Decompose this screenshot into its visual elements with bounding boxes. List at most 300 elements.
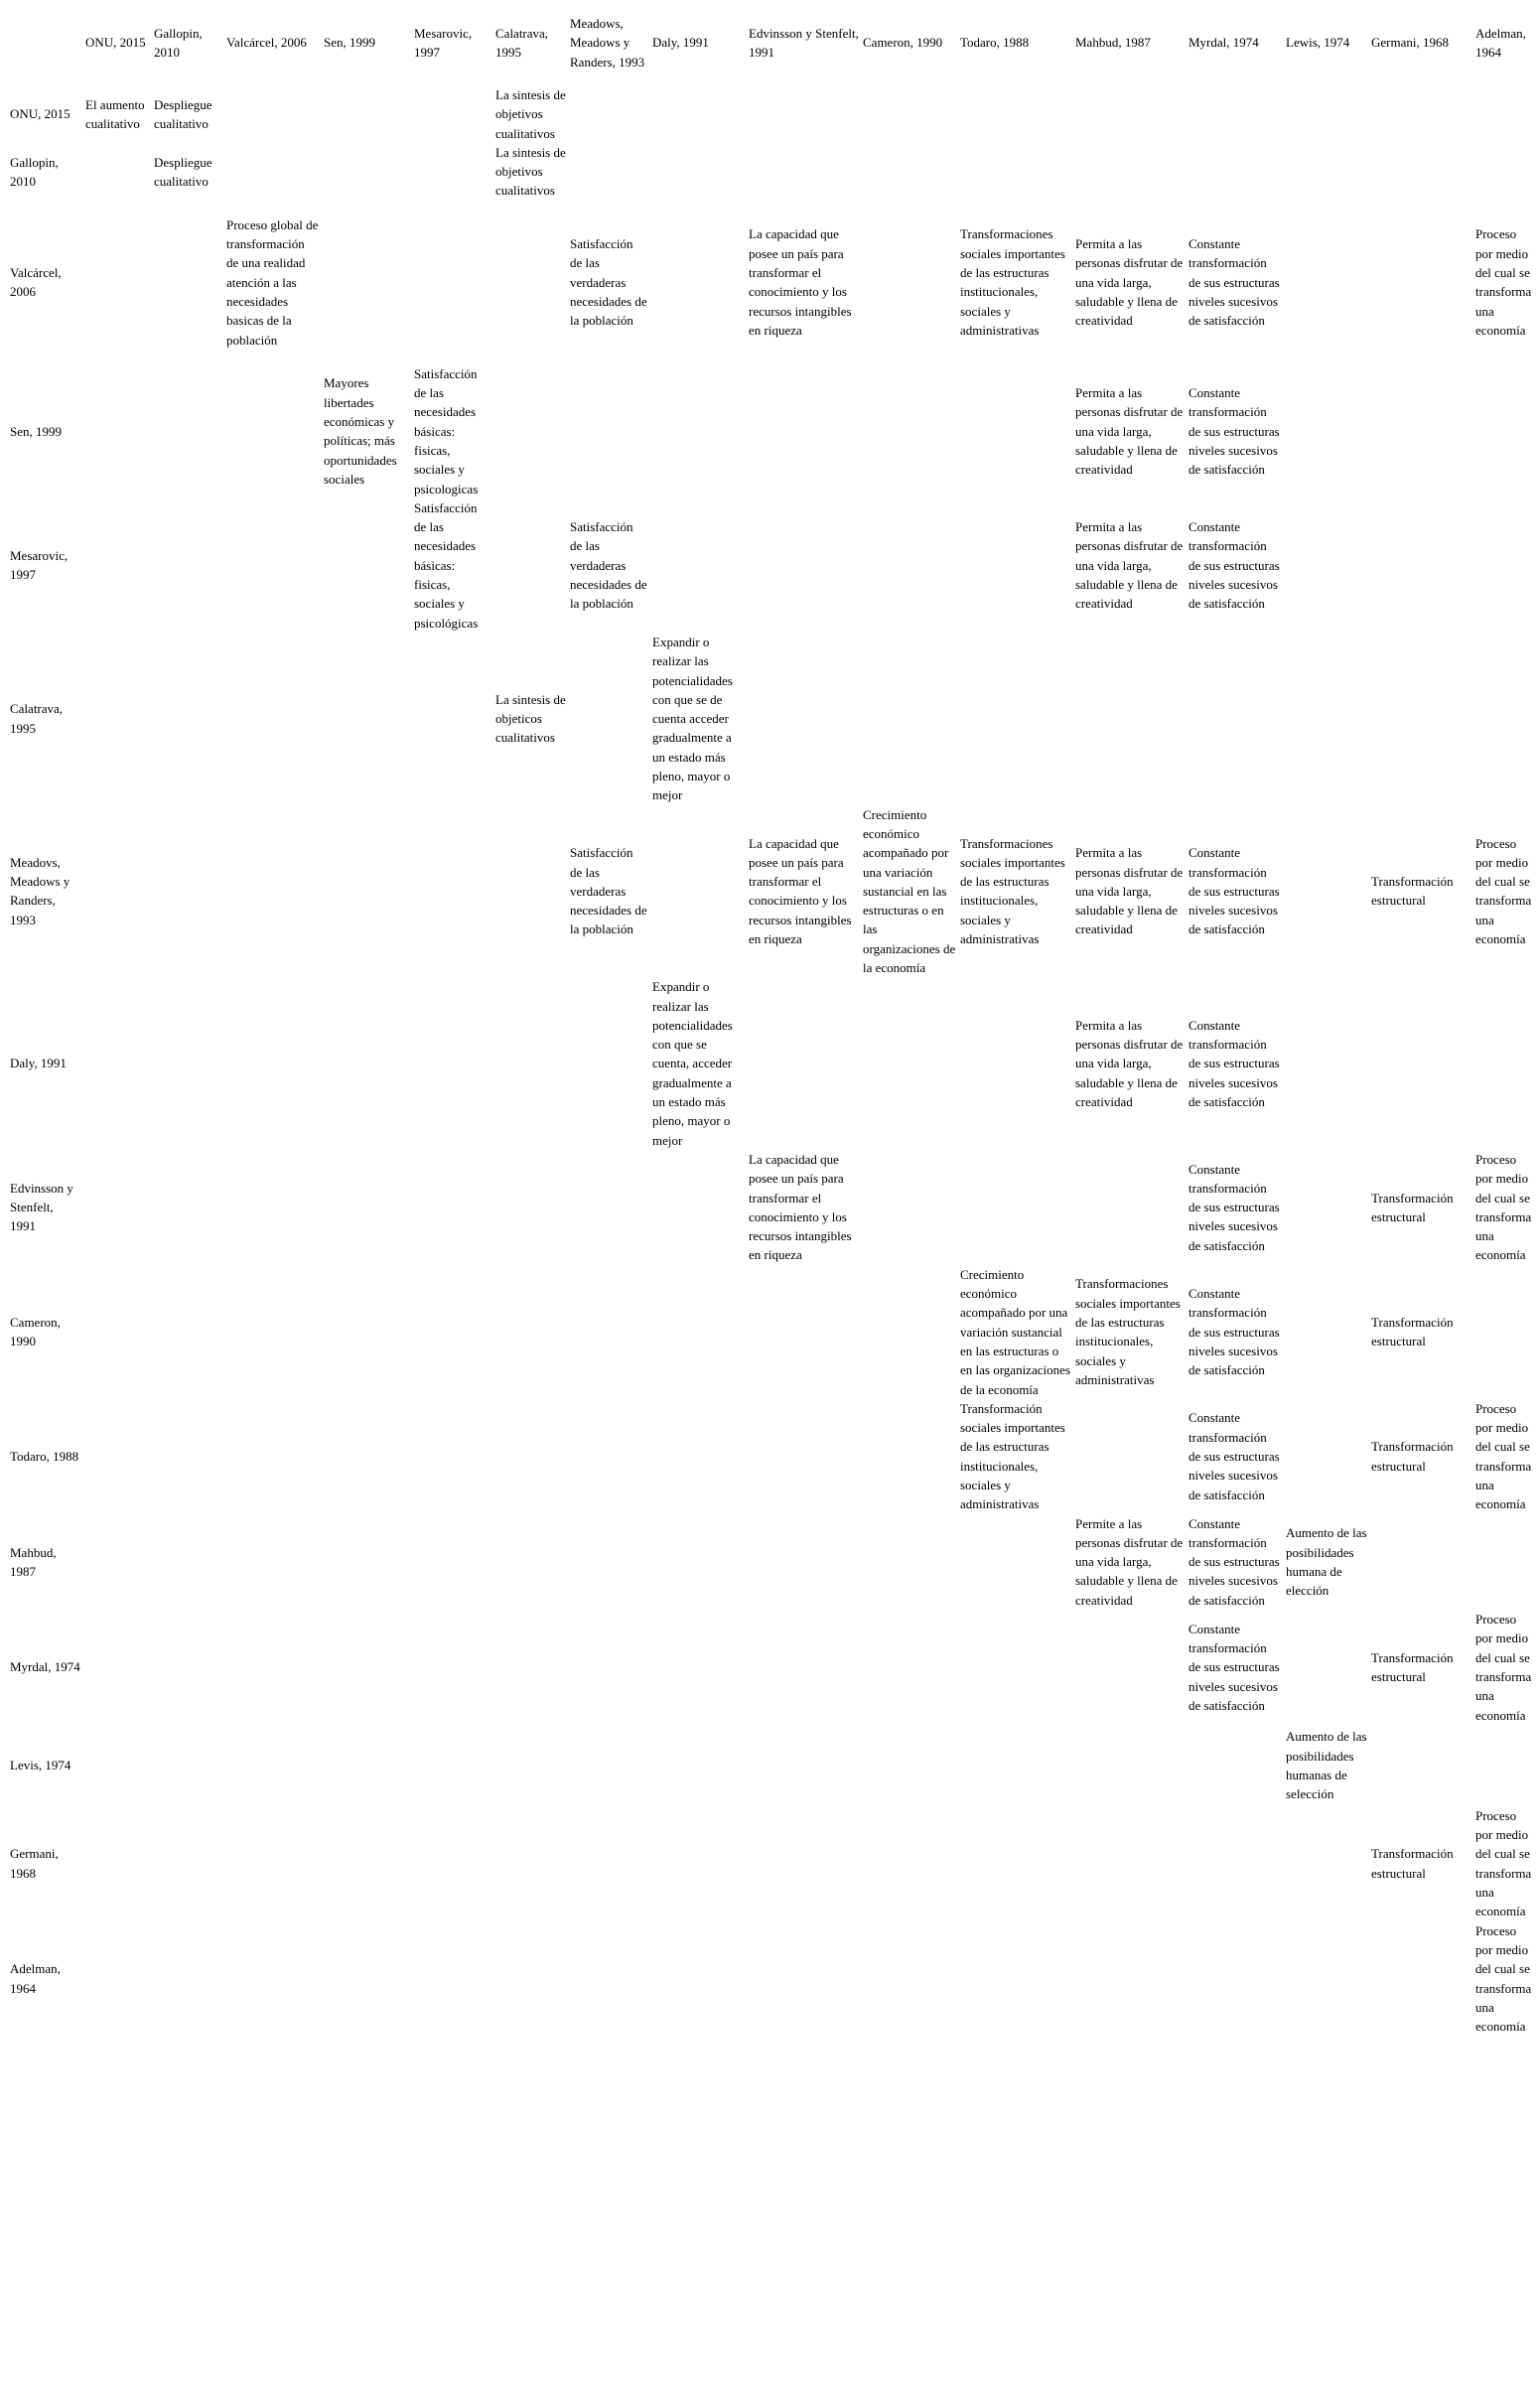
matrix-cell xyxy=(224,1514,322,1610)
matrix-cell xyxy=(152,805,224,978)
matrix-cell xyxy=(83,1150,152,1265)
matrix-cell xyxy=(152,1265,224,1399)
matrix-cell xyxy=(958,1725,1073,1806)
matrix-cell xyxy=(1369,498,1473,633)
matrix-cell xyxy=(1473,364,1537,498)
matrix-cell: Satisfacción de las verdaderas necesidades de la población xyxy=(570,236,647,329)
matrix-cell xyxy=(83,498,152,633)
matrix-cell xyxy=(224,1265,322,1399)
matrix-cell xyxy=(861,1150,958,1265)
matrix-cell xyxy=(747,1921,861,2037)
matrix-cell xyxy=(224,364,322,498)
matrix-cell xyxy=(958,498,1073,633)
matrix-cell xyxy=(83,1610,152,1725)
table-row xyxy=(8,1150,1537,1265)
matrix-cell xyxy=(1073,143,1187,201)
matrix-cell xyxy=(747,1514,861,1610)
header-row xyxy=(8,0,1537,85)
matrix-cell xyxy=(152,633,224,805)
matrix-cell xyxy=(958,977,1073,1150)
matrix-cell xyxy=(1073,85,1187,143)
matrix-cell xyxy=(1073,1921,1187,2037)
matrix-cell xyxy=(322,1806,412,1921)
matrix-cell xyxy=(83,1265,152,1399)
matrix-cell xyxy=(1073,1399,1187,1514)
matrix-cell xyxy=(224,633,322,805)
matrix-cell xyxy=(83,1399,152,1514)
matrix-cell xyxy=(747,143,861,201)
matrix-cell xyxy=(322,1514,412,1610)
matrix-cell xyxy=(568,1610,650,1725)
table-row xyxy=(8,977,1537,1150)
matrix-cell xyxy=(152,977,224,1150)
matrix-cell xyxy=(650,1150,747,1265)
matrix-cell xyxy=(224,1921,322,2037)
matrix-cell xyxy=(152,1514,224,1610)
column-header: Sen, 1999 xyxy=(324,35,375,51)
row-header: Edvinsson y Stenfelt, 1991 xyxy=(10,1180,73,1234)
row-header: ONU, 2015 xyxy=(10,106,70,122)
table-row xyxy=(8,201,1537,364)
matrix-cell xyxy=(493,1806,568,1921)
column-header: Edvinsson y Stenfelt, 1991 xyxy=(749,25,859,60)
matrix-cell: Permita a las personas disfrutar de una vida larga, saludable y llena de creatividad xyxy=(1075,236,1184,329)
matrix-cell xyxy=(958,1806,1073,1921)
matrix-cell: La capacidad que posee un país para transformar el conocimiento y los recursos intangibles en riqueza xyxy=(749,1151,852,1263)
row-header: Myrdal, 1974 xyxy=(10,1659,80,1675)
matrix-cell xyxy=(412,1921,493,2037)
matrix-cell xyxy=(152,1610,224,1725)
matrix-cell: El aumento cualitativo xyxy=(85,96,145,131)
matrix-cell: Crecimiento económico acompañado por una variación sustancial en las estructuras o en las organizaciones de la economía xyxy=(960,1266,1070,1397)
matrix-cell xyxy=(650,364,747,498)
matrix-cell xyxy=(861,85,958,143)
matrix-cell xyxy=(747,633,861,805)
matrix-cell xyxy=(861,1399,958,1514)
matrix-cell xyxy=(568,85,650,143)
matrix-cell xyxy=(322,1399,412,1514)
matrix-cell xyxy=(1073,633,1187,805)
matrix-cell xyxy=(412,1725,493,1806)
matrix-cell xyxy=(958,1514,1073,1610)
matrix-cell xyxy=(1187,143,1284,201)
matrix-cell xyxy=(1473,1265,1537,1399)
matrix-cell xyxy=(412,143,493,201)
matrix-cell: Transformación sociales importantes de las estructuras institucionales, sociales y administrativas xyxy=(960,1400,1065,1512)
matrix-cell xyxy=(152,201,224,364)
matrix-cell: Despliegue cualitativo xyxy=(154,96,212,131)
matrix-cell xyxy=(152,1806,224,1921)
matrix-cell xyxy=(1073,1725,1187,1806)
matrix-cell xyxy=(152,1150,224,1265)
matrix-cell xyxy=(493,364,568,498)
matrix-cell xyxy=(322,1150,412,1265)
matrix-cell: Transformación estructural xyxy=(1371,874,1454,909)
matrix-cell xyxy=(650,1610,747,1725)
matrix-cell xyxy=(83,1514,152,1610)
matrix-cell: La capacidad que posee un país para transformar el conocimiento y los recursos intangibles en riqueza xyxy=(749,226,852,338)
matrix-cell: La sintesis de objetivos cualitativos xyxy=(495,144,566,199)
matrix-cell: Transformación estructural xyxy=(1371,1649,1454,1684)
matrix-cell xyxy=(861,977,958,1150)
matrix-cell: Constante transformación de sus estructuras niveles sucesivos de satisfacción xyxy=(1188,845,1280,937)
matrix-cell xyxy=(1187,85,1284,143)
matrix-cell: Expandir o realizar las potencialidades con que se de cuenta acceder gradualmente a un estado más pleno, mayor o mejor xyxy=(652,634,733,803)
matrix-cell xyxy=(412,1514,493,1610)
matrix-cell xyxy=(958,143,1073,201)
matrix-cell: Satisfacción de las necesidades básicas: fisicas, sociales y psicológicas xyxy=(414,499,479,631)
table-row xyxy=(8,498,1537,633)
matrix-cell xyxy=(322,977,412,1150)
matrix-cell xyxy=(322,805,412,978)
matrix-cell: Permita a las personas disfrutar de una vida larga, saludable y llena de creatividad xyxy=(1075,1017,1184,1110)
table-row xyxy=(8,85,1537,143)
matrix-cell: Proceso por medio del cual se transforma una economía xyxy=(1475,1400,1532,1512)
matrix-cell xyxy=(493,1265,568,1399)
matrix-cell: Constante transformación de sus estructuras niveles sucesivos de satisfacción xyxy=(1188,1017,1280,1110)
matrix-cell: Permita a las personas disfrutar de una vida larga, saludable y llena de creatividad xyxy=(1075,845,1184,937)
matrix-cell xyxy=(747,1725,861,1806)
matrix-cell xyxy=(1369,143,1473,201)
matrix-cell xyxy=(83,633,152,805)
matrix-cell xyxy=(650,805,747,978)
matrix-cell: La sintesis de objetivos cualitativos xyxy=(495,87,566,141)
column-header: Mesarovic, 1997 xyxy=(414,25,473,60)
matrix-cell xyxy=(224,1150,322,1265)
matrix-cell xyxy=(650,1725,747,1806)
matrix-cell xyxy=(1369,85,1473,143)
matrix-cell xyxy=(1187,633,1284,805)
matrix-cell: Satisfacción de las verdaderas necesidades de la población xyxy=(570,845,647,937)
matrix-cell xyxy=(1284,364,1369,498)
table-row xyxy=(8,1399,1537,1514)
matrix-cell: Proceso por medio del cual se transforma una economía xyxy=(1475,835,1532,947)
matrix-cell xyxy=(152,1399,224,1514)
matrix-cell xyxy=(568,977,650,1150)
matrix-cell xyxy=(1473,977,1537,1150)
matrix-cell: Constante transformación de sus estructuras niveles sucesivos de satisfacción xyxy=(1188,1161,1280,1253)
matrix-cell xyxy=(1187,1725,1284,1806)
matrix-cell xyxy=(650,1399,747,1514)
matrix-cell xyxy=(493,1610,568,1725)
matrix-cell xyxy=(412,201,493,364)
matrix-cell xyxy=(568,1265,650,1399)
matrix-cell xyxy=(493,201,568,364)
matrix-cell xyxy=(650,1514,747,1610)
matrix-cell xyxy=(1284,977,1369,1150)
row-header: Meadovs, Meadows y Randers, 1993 xyxy=(10,854,70,927)
matrix-cell xyxy=(861,1921,958,2037)
column-header: Adelman, 1964 xyxy=(1475,25,1526,60)
matrix-cell xyxy=(83,977,152,1150)
matrix-cell xyxy=(568,143,650,201)
row-header: Adelman, 1964 xyxy=(10,1961,61,1996)
matrix-cell: Proceso por medio del cual se transforma una economía xyxy=(1475,1807,1532,1919)
matrix-cell xyxy=(224,1610,322,1725)
matrix-cell xyxy=(1284,1265,1369,1399)
matrix-cell xyxy=(747,1265,861,1399)
matrix-cell xyxy=(493,498,568,633)
row-header: Sen, 1999 xyxy=(10,423,62,439)
concept-matrix-table xyxy=(8,0,1537,2036)
column-header: Myrdal, 1974 xyxy=(1188,35,1259,51)
table-row xyxy=(8,1921,1537,2037)
matrix-cell xyxy=(958,1610,1073,1725)
table-row xyxy=(8,633,1537,805)
matrix-cell: Transformación estructural xyxy=(1371,1846,1454,1881)
matrix-cell xyxy=(493,1725,568,1806)
matrix-cell: Constante transformación de sus estructuras niveles sucesivos de satisfacción xyxy=(1188,236,1280,329)
matrix-cell xyxy=(861,364,958,498)
table-row xyxy=(8,805,1537,978)
matrix-cell xyxy=(861,143,958,201)
matrix-cell: Proceso por medio del cual se transforma una economía xyxy=(1475,1151,1532,1263)
matrix-cell xyxy=(650,1921,747,2037)
matrix-cell xyxy=(1369,633,1473,805)
matrix-cell xyxy=(958,364,1073,498)
matrix-cell xyxy=(1473,1725,1537,1806)
matrix-cell xyxy=(747,977,861,1150)
matrix-cell xyxy=(322,85,412,143)
matrix-cell xyxy=(224,85,322,143)
column-header: ONU, 2015 xyxy=(85,35,146,51)
matrix-cell xyxy=(412,633,493,805)
matrix-cell: La capacidad que posee un país para transformar el conocimiento y los recursos intangibles en riqueza xyxy=(749,835,852,947)
matrix-cell: Expandir o realizar las potencialidades con que se cuenta, acceder gradualmente a un estado más pleno, mayor o mejor xyxy=(652,979,733,1148)
matrix-cell xyxy=(1284,1399,1369,1514)
row-header: Cameron, 1990 xyxy=(10,1314,61,1349)
matrix-cell xyxy=(83,1725,152,1806)
matrix-cell xyxy=(861,1725,958,1806)
matrix-cell xyxy=(83,1806,152,1921)
matrix-cell: Transformaciones sociales importantes de las estructuras institucionales, sociales y administrativas xyxy=(960,835,1065,947)
matrix-cell xyxy=(1284,1610,1369,1725)
matrix-cell xyxy=(152,1725,224,1806)
matrix-cell: Satisfacción de las verdaderas necesidades de la población xyxy=(570,519,647,612)
matrix-cell xyxy=(322,1265,412,1399)
row-header: Mahbud, 1987 xyxy=(10,1544,57,1579)
matrix-cell xyxy=(1369,201,1473,364)
matrix-cell xyxy=(747,1399,861,1514)
table-row xyxy=(8,1265,1537,1399)
column-header: Germani, 1968 xyxy=(1371,35,1449,51)
table-row xyxy=(8,1610,1537,1725)
matrix-cell: Permita a las personas disfrutar de una vida larga, saludable y llena de creatividad xyxy=(1075,519,1184,612)
column-header: Mahbud, 1987 xyxy=(1075,35,1151,51)
matrix-cell xyxy=(322,1725,412,1806)
matrix-cell xyxy=(322,1921,412,2037)
matrix-cell xyxy=(493,1514,568,1610)
matrix-cell: Transformaciones sociales importantes de las estructuras institucionales, sociales y administrativas xyxy=(960,226,1065,338)
matrix-cell xyxy=(224,1725,322,1806)
matrix-cell: Permita a las personas disfrutar de una vida larga, saludable y llena de creatividad xyxy=(1075,385,1184,478)
matrix-cell xyxy=(1473,498,1537,633)
matrix-cell: Proceso por medio del cual se transforma una economía xyxy=(1475,1922,1532,2035)
matrix-cell xyxy=(747,85,861,143)
matrix-cell xyxy=(1284,85,1369,143)
matrix-cell xyxy=(650,1265,747,1399)
matrix-cell xyxy=(861,1610,958,1725)
matrix-body xyxy=(8,85,1537,2036)
matrix-cell xyxy=(1284,1921,1369,2037)
matrix-cell xyxy=(650,201,747,364)
matrix-cell xyxy=(1187,1806,1284,1921)
matrix-cell xyxy=(412,1399,493,1514)
row-header: Daly, 1991 xyxy=(10,1056,67,1071)
matrix-cell xyxy=(958,1921,1073,2037)
matrix-cell xyxy=(412,1610,493,1725)
row-header: Gallopin, 2010 xyxy=(10,154,59,189)
matrix-cell xyxy=(568,1806,650,1921)
matrix-cell xyxy=(747,498,861,633)
matrix-cell xyxy=(1073,1610,1187,1725)
matrix-cell xyxy=(958,633,1073,805)
matrix-cell xyxy=(83,1921,152,2037)
matrix-cell xyxy=(1284,143,1369,201)
matrix-cell xyxy=(568,1514,650,1610)
matrix-cell xyxy=(412,1150,493,1265)
row-header: Mesarovic, 1997 xyxy=(10,548,69,583)
matrix-cell xyxy=(1284,1150,1369,1265)
column-header: Daly, 1991 xyxy=(652,35,709,51)
matrix-cell xyxy=(493,805,568,978)
matrix-cell xyxy=(322,143,412,201)
column-header: Lewis, 1974 xyxy=(1286,35,1350,51)
matrix-cell xyxy=(1284,201,1369,364)
matrix-cell xyxy=(493,1399,568,1514)
matrix-cell xyxy=(1369,1725,1473,1806)
matrix-cell: Constante transformación de sus estructuras niveles sucesivos de satisfacción xyxy=(1188,519,1280,612)
table-row xyxy=(8,1725,1537,1806)
matrix-cell xyxy=(224,977,322,1150)
matrix-cell: Proceso por medio del cual se transforma una economía xyxy=(1475,1612,1532,1723)
column-header: Valcárcel, 2006 xyxy=(226,35,307,51)
matrix-cell xyxy=(568,1921,650,2037)
matrix-cell xyxy=(650,498,747,633)
matrix-cell xyxy=(747,364,861,498)
row-header: Germani, 1968 xyxy=(10,1846,59,1881)
matrix-cell: Aumento de las posibilidades humana de elección xyxy=(1286,1525,1367,1599)
matrix-cell: Constante transformación de sus estructuras niveles sucesivos de satisfacción xyxy=(1188,1286,1280,1378)
matrix-cell: Transformaciones sociales importantes de las estructuras institucionales, sociales y administrativas xyxy=(1075,1276,1181,1387)
corner-cell xyxy=(8,0,83,85)
matrix-cell xyxy=(1369,977,1473,1150)
matrix-cell xyxy=(412,977,493,1150)
matrix-cell xyxy=(958,85,1073,143)
row-header: Levis, 1974 xyxy=(10,1758,71,1773)
matrix-cell xyxy=(1473,143,1537,201)
matrix-cell xyxy=(1073,1150,1187,1265)
matrix-cell: Mayores libertades económicas y políticas; más oportunidades sociales xyxy=(324,375,397,487)
matrix-cell: Transformación estructural xyxy=(1371,1439,1454,1474)
matrix-cell: Transformación estructural xyxy=(1371,1190,1454,1224)
matrix-cell xyxy=(747,1610,861,1725)
column-header: Gallopin, 2010 xyxy=(154,25,203,60)
matrix-cell xyxy=(152,498,224,633)
matrix-cell xyxy=(83,805,152,978)
matrix-cell xyxy=(493,977,568,1150)
matrix-cell xyxy=(568,364,650,498)
column-header: Todaro, 1988 xyxy=(960,35,1030,51)
matrix-cell xyxy=(650,1806,747,1921)
matrix-cell xyxy=(1073,1806,1187,1921)
table-row xyxy=(8,364,1537,498)
matrix-cell xyxy=(493,1150,568,1265)
column-header: Calatrava, 1995 xyxy=(495,25,549,60)
matrix-cell: Proceso por medio del cual se transforma una economía xyxy=(1475,226,1532,338)
matrix-cell xyxy=(322,498,412,633)
table-row xyxy=(8,143,1537,201)
matrix-cell: Despliegue cualitativo xyxy=(154,154,212,189)
matrix-cell xyxy=(861,1514,958,1610)
matrix-cell xyxy=(1284,805,1369,978)
matrix-cell xyxy=(568,1150,650,1265)
matrix-cell: Satisfacción de las necesidades básicas: fisicas, sociales y psicologicas xyxy=(414,365,479,496)
matrix-cell xyxy=(568,633,650,805)
matrix-cell xyxy=(83,201,152,364)
matrix-cell xyxy=(322,201,412,364)
matrix-cell xyxy=(412,1265,493,1399)
matrix-cell xyxy=(224,1399,322,1514)
row-header: Valcárcel, 2006 xyxy=(10,264,62,300)
matrix-cell: Aumento de las posibilidades humanas de selección xyxy=(1286,1729,1367,1802)
matrix-cell xyxy=(412,1806,493,1921)
matrix-cell xyxy=(1284,633,1369,805)
matrix-cell: La sintesis de objeticos cualitativos xyxy=(495,691,566,746)
matrix-cell xyxy=(568,1725,650,1806)
matrix-cell: Proceso global de transformación de una realidad atención a las necesidades basicas de la población xyxy=(226,216,319,348)
column-header: Meadows, Meadows y Randers, 1993 xyxy=(570,16,645,70)
row-header: Calatrava, 1995 xyxy=(10,701,64,736)
matrix-cell xyxy=(224,1806,322,1921)
matrix-cell xyxy=(861,201,958,364)
matrix-cell xyxy=(650,143,747,201)
matrix-cell xyxy=(493,1921,568,2037)
matrix-cell: Constante transformación de sus estructuras niveles sucesivos de satisfacción xyxy=(1188,1621,1280,1713)
matrix-cell xyxy=(861,1806,958,1921)
matrix-cell: Constante transformación de sus estructuras niveles sucesivos de satisfacción xyxy=(1188,1515,1280,1608)
matrix-cell: Constante transformación de sus estructuras niveles sucesivos de satisfacción xyxy=(1188,1410,1280,1502)
matrix-cell xyxy=(322,1610,412,1725)
matrix-cell xyxy=(568,1399,650,1514)
matrix-cell xyxy=(1284,1806,1369,1921)
matrix-cell xyxy=(322,633,412,805)
matrix-cell xyxy=(861,498,958,633)
matrix-cell xyxy=(650,85,747,143)
matrix-cell xyxy=(412,805,493,978)
matrix-cell xyxy=(83,364,152,498)
matrix-cell: Permite a las personas disfrutar de una vida larga, saludable y llena de creatividad xyxy=(1075,1515,1184,1608)
matrix-cell xyxy=(861,1265,958,1399)
matrix-cell xyxy=(152,364,224,498)
matrix-cell xyxy=(1473,1514,1537,1610)
matrix-cell xyxy=(958,1150,1073,1265)
matrix-cell xyxy=(1284,498,1369,633)
matrix-cell: Transformación estructural xyxy=(1371,1314,1454,1349)
table-row xyxy=(8,1806,1537,1921)
matrix-cell xyxy=(224,805,322,978)
matrix-cell xyxy=(1369,1921,1473,2037)
column-header: Cameron, 1990 xyxy=(863,35,943,51)
matrix-cell xyxy=(1187,1921,1284,2037)
matrix-cell xyxy=(861,633,958,805)
row-header: Todaro, 1988 xyxy=(10,1449,79,1465)
matrix-cell xyxy=(1473,85,1537,143)
matrix-cell xyxy=(1369,364,1473,498)
matrix-cell xyxy=(224,143,322,201)
matrix-cell xyxy=(1369,1514,1473,1610)
matrix-cell: Crecimiento económico acompañado por una variación sustancial en las estructuras o en las organizaciones de la economía xyxy=(863,806,956,975)
